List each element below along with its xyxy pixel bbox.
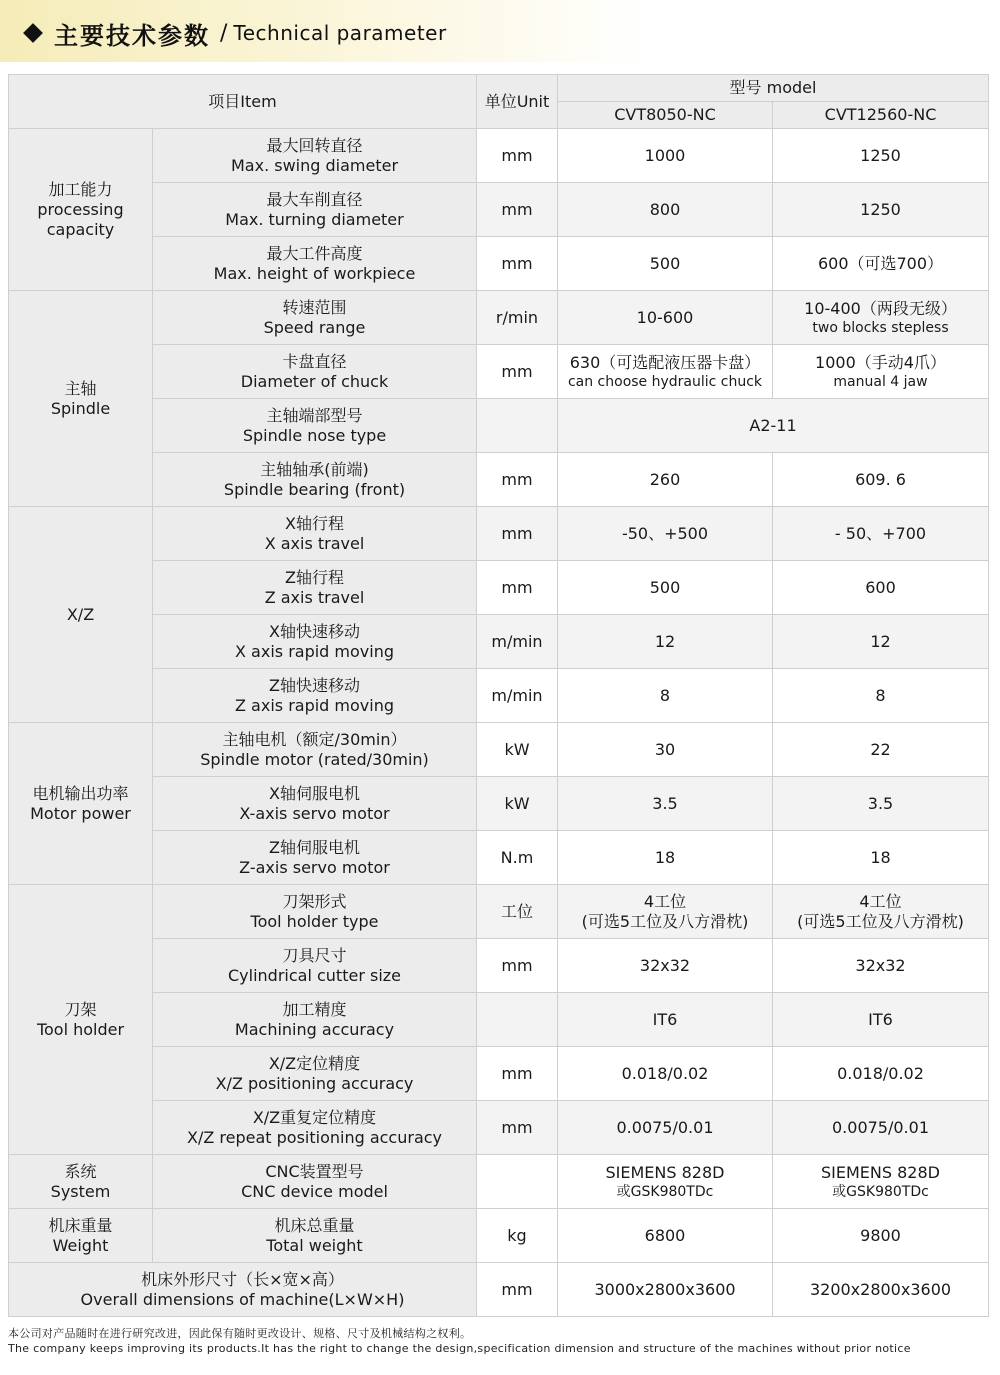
item-cell-line-1: Z轴行程	[285, 567, 344, 587]
item-cell-line-2: Spindle motor (rated/30min)	[200, 749, 429, 769]
value-model-2-cell	[773, 669, 989, 723]
unit-cell: m/min	[477, 669, 558, 723]
value-model-2-cell-line-1: 8	[875, 685, 886, 705]
value-model-2-cell-line-1: 18	[870, 847, 891, 867]
header-model-1: CVT8050-NC	[558, 102, 773, 129]
item-cell-line-1: 刀具尺寸	[282, 945, 347, 965]
value-model-1-cell-line-1: -50、+500	[621, 523, 709, 543]
value-model-1-cell-line-1: 0.018/0.02	[621, 1063, 709, 1083]
value-model-1-cell	[558, 345, 773, 399]
item-cell-line-2: Spindle bearing (front)	[223, 479, 406, 499]
value-model-2-cell-line-1: 9800	[860, 1225, 901, 1245]
item-cell	[153, 777, 477, 831]
value-model-2-cell	[773, 993, 989, 1047]
value-model-1-cell-line-1: 3000x2800x3600	[594, 1279, 736, 1299]
category-cell-line-2: System	[50, 1181, 111, 1201]
item-cell	[153, 1047, 477, 1101]
unit-cell: mm	[477, 1047, 558, 1101]
value-model-2-cell	[773, 1155, 989, 1209]
category-cell-line-1: 刀架	[64, 999, 97, 1019]
value-model-2-cell-line-2: manual 4 jaw	[833, 373, 928, 390]
value-model-1-cell-line-1: 800	[649, 199, 681, 219]
table-row	[9, 453, 989, 507]
table-row	[9, 507, 989, 561]
unit-cell: mm	[477, 561, 558, 615]
item-cell	[153, 561, 477, 615]
value-model-1-cell-line-2: (可选5工位及八方滑枕)	[581, 911, 749, 931]
item-cell	[153, 831, 477, 885]
value-model-1-cell-line-1: 0.0075/0.01	[616, 1117, 714, 1137]
table-row	[9, 1263, 989, 1317]
item-cell	[153, 1209, 477, 1263]
category-cell-line-1: 系统	[64, 1161, 97, 1181]
item-cell	[153, 183, 477, 237]
value-model-1-cell-line-1: 260	[649, 469, 681, 489]
value-model-1-cell-line-2: 或GSK980TDc	[616, 1183, 714, 1200]
unit-cell: 工位	[477, 885, 558, 939]
item-cell-line-1: 转速范围	[282, 297, 347, 317]
table-row	[9, 885, 989, 939]
unit-cell: mm	[477, 453, 558, 507]
value-model-2-cell	[773, 345, 989, 399]
item-cell-line-2: Machining accuracy	[234, 1019, 395, 1039]
table-row	[9, 561, 989, 615]
value-model-2-cell	[773, 723, 989, 777]
category-cell-line-1: X/Z	[66, 604, 95, 624]
value-model-2-cell-line-1: IT6	[868, 1009, 893, 1029]
value-model-1-cell-line-1: 30	[654, 739, 676, 759]
unit-cell	[477, 993, 558, 1047]
item-cell-line-1: 卡盘直径	[282, 351, 347, 371]
value-model-2-cell	[773, 615, 989, 669]
value-model-1-cell	[558, 1101, 773, 1155]
category-cell	[9, 723, 153, 885]
value-model-2-cell-line-1: 12	[870, 631, 891, 651]
footer-note-en: The company keeps improving its products.It has the right to change the design,specification dimension and structure of the machines without prior notice	[8, 1342, 911, 1355]
value-model-2-cell	[773, 183, 989, 237]
table-row	[9, 669, 989, 723]
dimension-label-line-2: Overall dimensions of machine(L×W×H)	[80, 1289, 405, 1309]
item-cell-line-2: Total weight	[266, 1235, 363, 1255]
item-cell	[153, 399, 477, 453]
footer-note-cn: 本公司对产品随时在进行研究改进，因此保有随时更改设计、规格、尺寸及机械结构之权利。	[8, 1327, 472, 1340]
table-row	[9, 291, 989, 345]
value-model-1-cell-line-1: 500	[649, 253, 681, 273]
value-model-2-cell	[773, 1263, 989, 1317]
item-cell-line-2: Cylindrical cutter size	[228, 965, 401, 985]
category-cell-line-2: Spindle	[50, 398, 111, 418]
category-cell-line-1: 加工能力	[48, 179, 113, 199]
item-cell-line-2: X axis rapid moving	[235, 641, 394, 661]
item-cell-line-1: X/Z定位精度	[268, 1053, 361, 1073]
title-separator: /	[220, 20, 228, 46]
value-model-2-cell-line-1: 600（可选700）	[817, 253, 944, 273]
value-model-1-cell	[558, 831, 773, 885]
unit-cell: kW	[477, 723, 558, 777]
item-cell-line-1: 主轴轴承(前端)	[260, 459, 369, 479]
category-cell	[9, 507, 153, 723]
item-cell	[153, 453, 477, 507]
item-cell	[153, 129, 477, 183]
unit-cell: mm	[477, 237, 558, 291]
unit-cell: N.m	[477, 831, 558, 885]
unit-cell: mm	[477, 345, 558, 399]
item-cell	[153, 723, 477, 777]
category-cell-line-1: 机床重量	[48, 1215, 113, 1235]
value-model-2-cell-line-1: 1000（手动4爪）	[815, 352, 946, 372]
value-model-2-cell	[773, 939, 989, 993]
unit-cell	[477, 399, 558, 453]
unit-cell: mm	[477, 1101, 558, 1155]
value-model-1-cell-line-1: 8	[659, 685, 671, 705]
item-cell-line-1: 加工精度	[282, 999, 347, 1019]
value-model-2-cell-line-1: 600	[865, 577, 896, 597]
page-title	[26, 16, 447, 50]
value-model-2-cell-line-1: 609. 6	[855, 469, 906, 489]
value-model-1-cell-line-1: 500	[649, 577, 681, 597]
item-cell-line-1: 最大工件高度	[266, 243, 363, 263]
unit-cell: kW	[477, 777, 558, 831]
header-item: 项目Item	[9, 75, 477, 129]
value-model-1-cell	[558, 939, 773, 993]
value-model-2-cell	[773, 507, 989, 561]
value-model-2-cell	[773, 129, 989, 183]
unit-cell: mm	[477, 183, 558, 237]
item-cell	[153, 885, 477, 939]
value-model-2-cell-line-1: - 50、+700	[834, 523, 927, 543]
value-model-1-cell-line-1: 18	[654, 847, 676, 867]
item-cell	[153, 939, 477, 993]
item-cell	[153, 615, 477, 669]
item-cell-line-2: Speed range	[263, 317, 366, 337]
value-model-2-cell-line-1: 22	[870, 739, 891, 759]
unit-cell: m/min	[477, 615, 558, 669]
value-model-1-cell	[558, 777, 773, 831]
value-model-1-cell-line-1: 3.5	[652, 793, 678, 813]
value-model-1-cell-line-1: 630（可选配液压器卡盘）	[569, 352, 761, 372]
header-model: 型号 model	[558, 75, 989, 102]
category-cell	[9, 1155, 153, 1209]
value-model-1-cell	[558, 669, 773, 723]
value-model-1-cell-line-1: SIEMENS 828D	[605, 1162, 725, 1182]
table-row	[9, 345, 989, 399]
value-model-2-cell-line-1: SIEMENS 828D	[821, 1162, 940, 1182]
value-model-1-cell-line-1: 6800	[644, 1225, 686, 1245]
item-cell-line-1: Z轴伺服电机	[269, 837, 360, 857]
item-cell-line-1: X/Z重复定位精度	[252, 1107, 377, 1127]
title-english: Technical parameter	[233, 21, 447, 45]
dimension-label	[9, 1263, 477, 1317]
table-row	[9, 831, 989, 885]
value-model-2-cell	[773, 831, 989, 885]
value-model-2-cell	[773, 237, 989, 291]
value-model-2-cell-line-2: 或GSK980TDc	[832, 1183, 929, 1200]
unit-cell	[477, 1155, 558, 1209]
item-cell	[153, 993, 477, 1047]
item-cell	[153, 1101, 477, 1155]
value-model-1-cell	[558, 723, 773, 777]
unit-cell: r/min	[477, 291, 558, 345]
table-row	[9, 237, 989, 291]
table-row	[9, 723, 989, 777]
category-cell-line-1: 主轴	[64, 378, 97, 398]
value-model-1-cell	[558, 1155, 773, 1209]
item-cell	[153, 237, 477, 291]
table-row	[9, 129, 989, 183]
value-model-2-cell-line-1: 32x32	[855, 955, 906, 975]
item-cell	[153, 291, 477, 345]
value-model-1-cell	[558, 183, 773, 237]
category-cell	[9, 129, 153, 291]
value-model-2-cell-line-1: 0.0075/0.01	[832, 1117, 929, 1137]
category-cell	[9, 291, 153, 507]
value-model-2-cell-line-1: 3.5	[867, 793, 894, 813]
value-model-2-cell-line-1: 1250	[860, 145, 901, 165]
item-cell-line-2: Max. turning diameter	[225, 209, 404, 229]
value-model-1-cell	[558, 1263, 773, 1317]
item-cell-line-1: 最大车削直径	[266, 189, 363, 209]
value-model-2-cell	[773, 561, 989, 615]
value-model-2-cell	[773, 453, 989, 507]
item-cell-line-2: X axis travel	[264, 533, 365, 553]
item-cell-line-2: Diameter of chuck	[240, 371, 389, 391]
unit-cell: mm	[477, 129, 558, 183]
item-cell-line-1: X轴伺服电机	[269, 783, 360, 803]
value-model-1-cell	[558, 291, 773, 345]
value-model-2-cell	[773, 291, 989, 345]
category-cell-line-1: 电机输出功率	[32, 783, 129, 803]
value-model-1-cell	[558, 1047, 773, 1101]
item-cell	[153, 1155, 477, 1209]
category-cell-line-3: capacity	[46, 219, 115, 239]
value-model-1-cell	[558, 237, 773, 291]
title-chinese: 主要技术参数	[54, 21, 210, 50]
spec-table	[8, 74, 989, 1317]
item-cell-line-2: Max. swing diameter	[230, 155, 399, 175]
header-unit: 单位Unit	[477, 75, 558, 129]
item-cell-line-1: 机床总重量	[274, 1215, 355, 1235]
table-row	[9, 1209, 989, 1263]
diamond-bullet-icon	[23, 23, 43, 43]
item-cell-line-2: Z axis rapid moving	[235, 695, 394, 715]
item-cell-line-2: Spindle nose type	[242, 425, 387, 445]
unit-cell: mm	[477, 1263, 558, 1317]
category-cell-line-2: processing	[37, 199, 124, 219]
value-model-1-cell	[558, 615, 773, 669]
table-row	[9, 399, 989, 453]
category-cell-line-2: Tool holder	[36, 1019, 125, 1039]
item-cell-line-1: Z轴快速移动	[269, 675, 360, 695]
category-cell	[9, 885, 153, 1155]
value-model-1-cell-line-1: 10-600	[636, 307, 694, 327]
item-cell-line-2: X/Z repeat positioning accuracy	[186, 1127, 443, 1147]
value-model-2-cell-line-1: 1250	[860, 199, 901, 219]
item-cell-line-1: 最大回转直径	[266, 135, 363, 155]
table-row	[9, 183, 989, 237]
value-model-1-cell	[558, 561, 773, 615]
value-model-2-cell	[773, 1101, 989, 1155]
value-model-2-cell	[773, 1047, 989, 1101]
value-model-1-cell	[558, 507, 773, 561]
value-model-2-cell-line-1: 3200x2800x3600	[809, 1279, 952, 1299]
item-cell-line-2: Tool holder type	[250, 911, 379, 931]
heading-banner	[0, 0, 1000, 62]
value-model-1-cell-line-1: 12	[654, 631, 676, 651]
value-model-2-cell	[773, 1209, 989, 1263]
table-row	[9, 939, 989, 993]
table-row	[9, 615, 989, 669]
item-cell-line-2: Z axis travel	[264, 587, 365, 607]
value-model-1-cell	[558, 129, 773, 183]
item-cell-line-1: X轴快速移动	[269, 621, 360, 641]
table-row	[9, 1047, 989, 1101]
unit-cell: kg	[477, 1209, 558, 1263]
item-cell	[153, 345, 477, 399]
value-shared-cell: A2-11	[558, 399, 989, 453]
value-model-2-cell-line-1: 0.018/0.02	[837, 1063, 924, 1083]
unit-cell: mm	[477, 939, 558, 993]
value-model-1-cell-line-1: 32x32	[639, 955, 691, 975]
unit-cell: mm	[477, 507, 558, 561]
item-cell-line-2: Z-axis servo motor	[239, 857, 390, 877]
category-cell-line-2: Weight	[52, 1235, 109, 1255]
value-model-1-cell-line-1: IT6	[652, 1009, 678, 1029]
item-cell-line-2: Max. height of workpiece	[213, 263, 416, 283]
item-cell-line-1: X轴行程	[285, 513, 344, 533]
item-cell-line-2: X-axis servo motor	[239, 803, 390, 823]
value-model-1-cell-line-1: 1000	[644, 145, 686, 165]
item-cell-line-1: 主轴端部型号	[266, 405, 363, 425]
category-cell	[9, 1209, 153, 1263]
value-model-1-cell	[558, 885, 773, 939]
table-row	[9, 777, 989, 831]
table-row	[9, 1155, 989, 1209]
value-model-1-cell-line-2: can choose hydraulic chuck	[567, 373, 763, 390]
table-row	[9, 993, 989, 1047]
value-model-2-cell	[773, 777, 989, 831]
item-cell-line-1: CNC装置型号	[265, 1161, 364, 1181]
value-model-1-cell	[558, 1209, 773, 1263]
header-model-2: CVT12560-NC	[773, 102, 989, 129]
dimension-label-line-1: 机床外形尺寸（长×宽×高）	[141, 1269, 344, 1289]
item-cell	[153, 507, 477, 561]
category-cell-line-2: Motor power	[30, 803, 131, 823]
value-model-2-cell-line-1: 10-400（两段无级）	[804, 298, 957, 318]
item-cell-line-1: 主轴电机（额定/30min）	[222, 729, 407, 749]
item-cell-line-1: 刀架形式	[282, 891, 347, 911]
table-row	[9, 1101, 989, 1155]
item-cell	[153, 669, 477, 723]
value-model-1-cell	[558, 453, 773, 507]
value-model-2-cell-line-1: 4工位	[859, 891, 902, 911]
value-model-2-cell	[773, 885, 989, 939]
item-cell-line-2: CNC device model	[241, 1181, 388, 1201]
item-cell-line-2: X/Z positioning accuracy	[215, 1073, 414, 1093]
value-model-1-cell-line-1: 4工位	[643, 891, 687, 911]
value-model-1-cell	[558, 993, 773, 1047]
value-model-2-cell-line-2: two blocks stepless	[812, 319, 949, 336]
value-model-2-cell-line-2: (可选5工位及八方滑枕)	[797, 911, 964, 931]
